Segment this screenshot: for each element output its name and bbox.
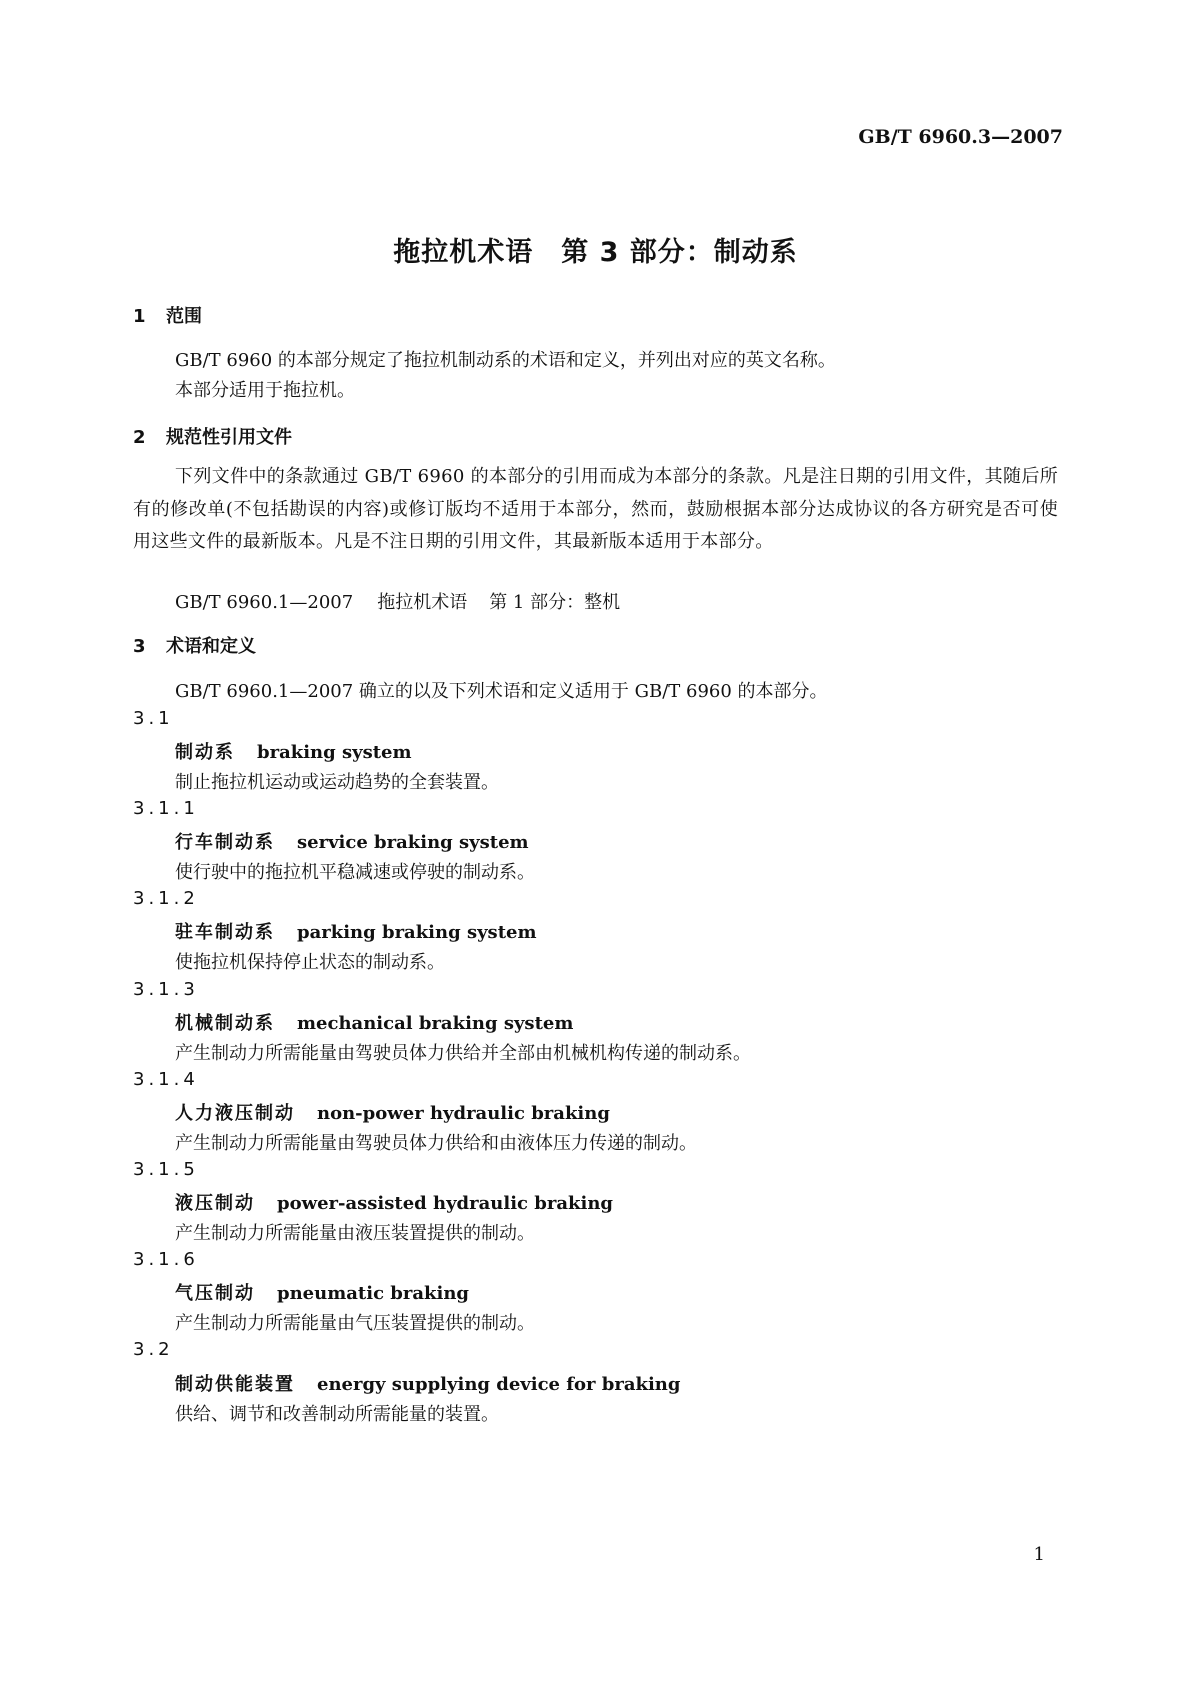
term-definition: 使拖拉机保持停止状态的制动系。 bbox=[175, 952, 445, 973]
term-chinese: 行车制动系 bbox=[175, 832, 275, 853]
term-english: non-power hydraulic braking bbox=[317, 1103, 610, 1124]
term-chinese: 制动供能装置 bbox=[175, 1374, 295, 1395]
term-english: mechanical braking system bbox=[297, 1013, 574, 1034]
section-heading-terms bbox=[133, 632, 256, 658]
term-definition: 产生制动力所需能量由驾驶员体力供给并全部由机械机构传递的制动系。 bbox=[175, 1043, 751, 1064]
section-number: 1 bbox=[133, 306, 146, 327]
reference-subtitle: 第 1 部分：整机 bbox=[489, 592, 621, 613]
term-entry bbox=[175, 738, 412, 764]
term-definition: 产生制动力所需能量由驾驶员体力供给和由液体压力传递的制动。 bbox=[175, 1133, 697, 1154]
term-number: 3.1.2 bbox=[133, 888, 199, 909]
term-number: 3.1.5 bbox=[133, 1159, 199, 1180]
term-entry bbox=[175, 1009, 573, 1035]
term-number: 3.1.4 bbox=[133, 1069, 199, 1090]
term-chinese: 机械制动系 bbox=[175, 1013, 275, 1034]
term-definition: 产生制动力所需能量由液压装置提供的制动。 bbox=[175, 1223, 535, 1244]
term-number: 3.2 bbox=[133, 1339, 174, 1360]
terms-intro-paragraph: GB/T 6960.1—2007 确立的以及下列术语和定义适用于 GB/T 6960 的本部分。 bbox=[175, 681, 828, 702]
page-number: 1 bbox=[1033, 1544, 1045, 1565]
section-heading-scope bbox=[133, 302, 202, 328]
references-paragraph: 下列文件中的条款通过 GB/T 6960 的本部分的引用而成为本部分的条款。凡是注日期的引用文件，其随后所有的修改单(不包括勘误的内容)或修订版均不适用于本部分，然而，鼓励根据本部分达成协议的各方研究是否可使用这些文件的最新版本。凡是不注日期的引用文件，其最新版本适用于本部分。 bbox=[133, 466, 1058, 552]
term-chinese: 气压制动 bbox=[175, 1283, 255, 1304]
section-title: 规范性引用文件 bbox=[166, 427, 292, 448]
section-number: 2 bbox=[133, 427, 146, 448]
scope-paragraph-2: 本部分适用于拖拉机。 bbox=[175, 380, 355, 401]
term-definition: 制止拖拉机运动或运动趋势的全套装置。 bbox=[175, 772, 499, 793]
term-chinese: 人力液压制动 bbox=[175, 1103, 295, 1124]
section-title: 范围 bbox=[166, 306, 202, 327]
term-number: 3.1.3 bbox=[133, 979, 199, 1000]
standard-number: GB/T 6960.3—2007 bbox=[858, 126, 1063, 148]
term-entry bbox=[175, 1189, 613, 1215]
section-heading-references bbox=[133, 423, 292, 449]
reference-item bbox=[175, 588, 620, 614]
scope-paragraph-1: GB/T 6960 的本部分规定了拖拉机制动系的术语和定义，并列出对应的英文名称。 bbox=[175, 350, 836, 371]
term-entry bbox=[175, 1370, 680, 1396]
term-entry bbox=[175, 918, 537, 944]
term-chinese: 液压制动 bbox=[175, 1193, 255, 1214]
term-definition: 产生制动力所需能量由气压装置提供的制动。 bbox=[175, 1313, 535, 1334]
reference-title: 拖拉机术语 bbox=[377, 592, 468, 613]
term-chinese: 制动系 bbox=[175, 742, 235, 763]
term-english: parking braking system bbox=[297, 922, 537, 943]
term-entry bbox=[175, 1099, 610, 1125]
term-english: pneumatic braking bbox=[277, 1283, 470, 1304]
term-english: power-assisted hydraulic braking bbox=[277, 1193, 613, 1214]
term-number: 3.1.6 bbox=[133, 1249, 199, 1270]
term-english: braking system bbox=[257, 742, 412, 763]
term-definition: 使行驶中的拖拉机平稳减速或停驶的制动系。 bbox=[175, 862, 535, 883]
term-entry bbox=[175, 1279, 469, 1305]
section-title: 术语和定义 bbox=[166, 636, 256, 657]
term-english: energy supplying device for braking bbox=[317, 1374, 681, 1395]
term-english: service braking system bbox=[297, 832, 529, 853]
term-chinese: 驻车制动系 bbox=[175, 922, 275, 943]
page-title: 拖拉机术语 第 3 部分：制动系 bbox=[393, 237, 798, 268]
term-entry bbox=[175, 828, 529, 854]
term-number: 3.1 bbox=[133, 708, 174, 729]
term-definition: 供给、调节和改善制动所需能量的装置。 bbox=[175, 1404, 499, 1425]
term-number: 3.1.1 bbox=[133, 798, 199, 819]
reference-number: GB/T 6960.1—2007 bbox=[175, 592, 354, 613]
section-number: 3 bbox=[133, 636, 146, 657]
